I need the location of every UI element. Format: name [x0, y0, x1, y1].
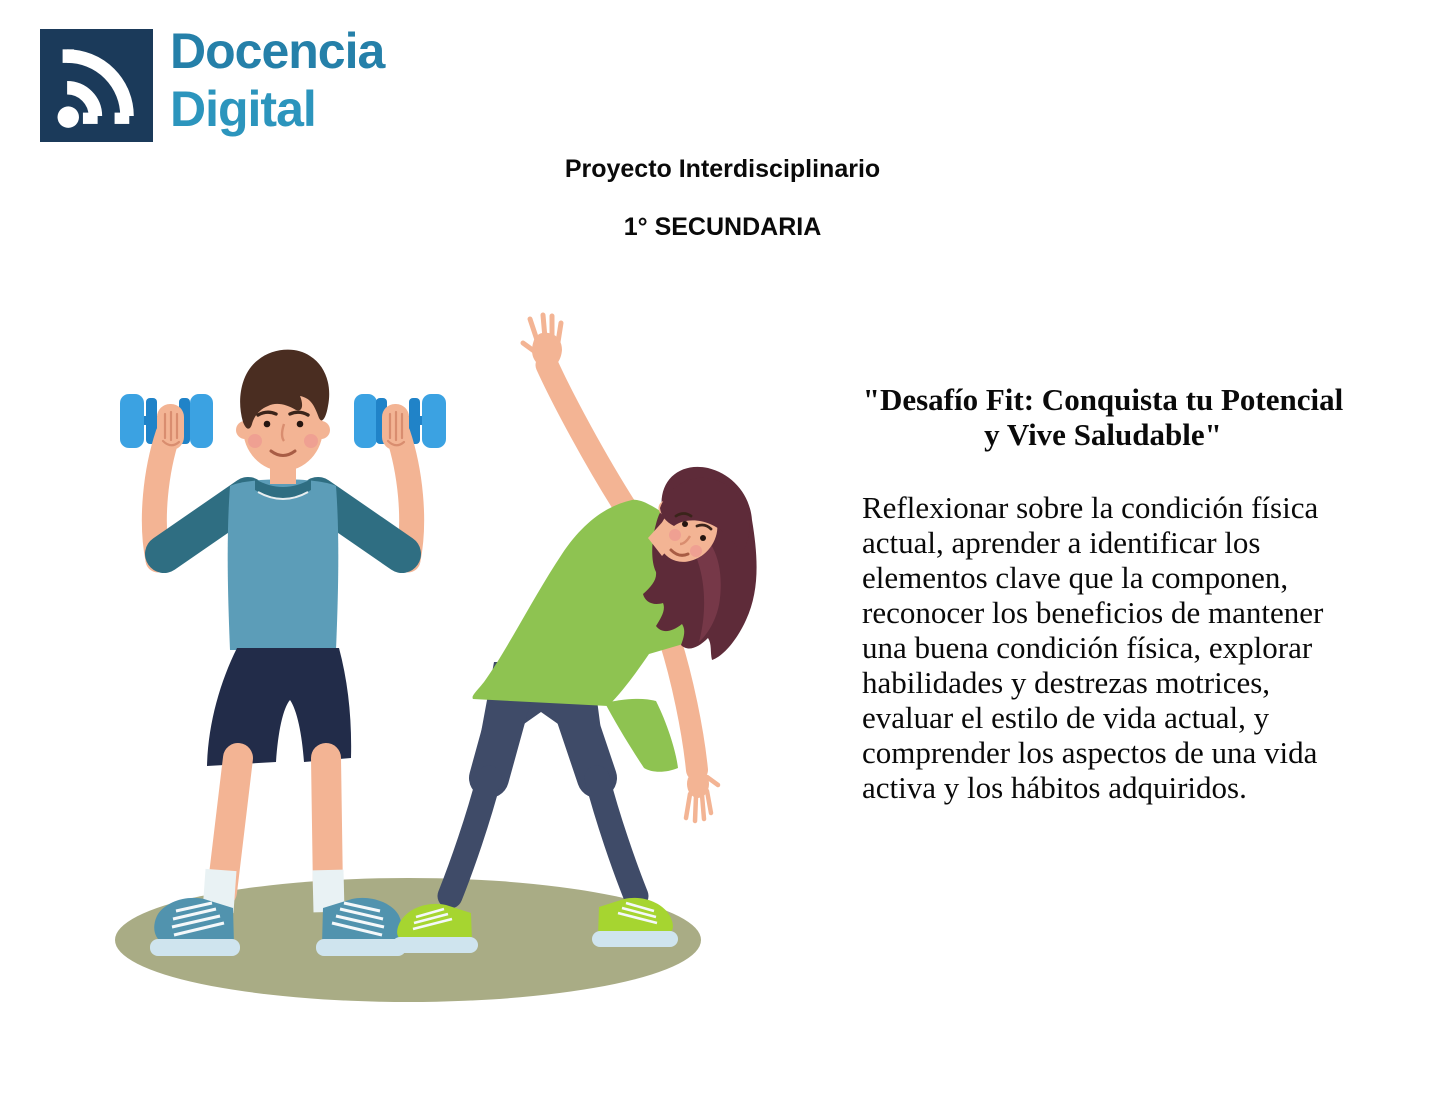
brand-name-line1: Docencia: [170, 23, 385, 79]
brand-name-line2: Digital: [170, 81, 316, 137]
page-title: Proyecto Interdisciplinario: [564, 155, 881, 183]
content-paragraph: Reflexionar sobre la condición física actual, aprender a identificar los elementos clave que la componen, reconocer los beneficios de mantener una buena condición física, explorar habilidades y destrezas motrices, evaluar el estilo de vida actual, y comprender los aspectos de una vida activa y los hábitos adquiridos.: [862, 490, 1324, 805]
man-figure: [120, 350, 446, 956]
content-title: "Desafío Fit: Conquista tu Potencial y Vive Saludable": [862, 382, 1344, 452]
woman-hanging-arm: [670, 640, 718, 821]
woman-shirt-drape: [605, 699, 678, 772]
page-subtitle: 1° SECUNDARIA: [623, 213, 822, 241]
woman-raised-arm: [523, 315, 627, 510]
brand-name: [170, 22, 384, 138]
man-legs: [222, 758, 328, 892]
content-block: [862, 382, 1344, 805]
logo: [40, 23, 385, 143]
woman-figure: [392, 315, 757, 953]
man-shirt: [228, 479, 339, 650]
woman-shoe-right: [592, 898, 678, 947]
rss-feed-icon: [40, 28, 153, 143]
fitness-illustration: [100, 310, 760, 1010]
